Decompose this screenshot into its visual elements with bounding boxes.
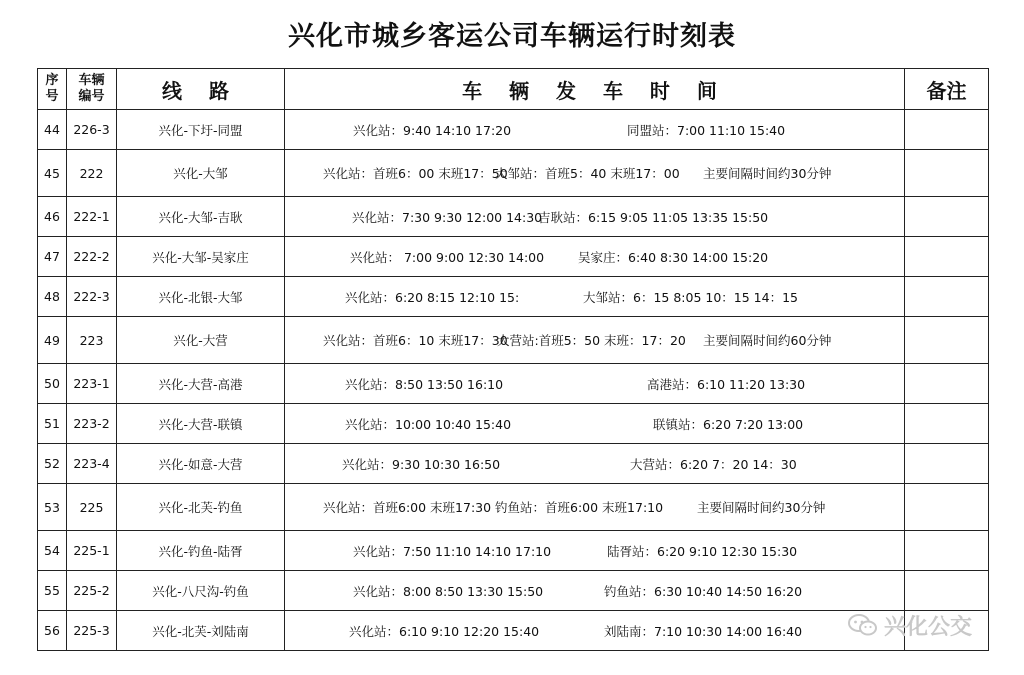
cell-bus-number: 225-2 — [67, 571, 117, 611]
cell-departure-times — [285, 484, 905, 531]
cell-note — [905, 364, 989, 404]
cell-note — [905, 404, 989, 444]
departure-times-origin: 兴化站：10:00 10:40 15:40 — [345, 416, 512, 432]
cell-route: 兴化-大邹-吉耿 — [117, 197, 285, 237]
cell-note — [905, 110, 989, 150]
departure-times-destination: 吉耿站：6:15 9:05 11:05 13:35 15:50 — [538, 209, 769, 225]
cell-route: 兴化-北银-大邹 — [117, 277, 285, 317]
departure-times-destination: 同盟站：7:00 11:10 15:40 — [627, 122, 786, 138]
departure-times-destination: 钓鱼站：首班6:00 末班17:10 — [495, 500, 664, 515]
table-row — [38, 364, 989, 404]
cell-seq: 46 — [38, 197, 67, 237]
cell-bus-number: 225-1 — [67, 531, 117, 571]
departure-times-origin: 兴化站： 7:00 9:00 12:30 14:00 — [350, 249, 545, 265]
cell-route: 兴化-八尺沟-钓鱼 — [117, 571, 285, 611]
table-row — [38, 237, 989, 277]
departure-times-destination: 联镇站：6:20 7:20 13:00 — [653, 416, 804, 432]
cell-route: 兴化-如意-大营 — [117, 444, 285, 484]
cell-seq: 56 — [38, 611, 67, 651]
cell-note — [905, 571, 989, 611]
cell-bus-number: 225 — [67, 484, 117, 531]
wechat-icon — [848, 613, 878, 637]
header-bus-number: 车辆 编号 — [67, 69, 117, 110]
header-seq: 序 号 — [38, 69, 67, 110]
cell-route: 兴化-下圩-同盟 — [117, 110, 285, 150]
cell-route: 兴化-大营-联镇 — [117, 404, 285, 444]
departure-times-destination: 大邹站：首班5：40 末班17：00 — [495, 166, 680, 181]
departure-times-origin: 兴化站：7:30 9:30 12:00 14:30 — [352, 209, 543, 225]
watermark — [848, 610, 972, 640]
cell-seq: 45 — [38, 150, 67, 197]
cell-departure-times — [285, 277, 905, 317]
departure-times-origin: 兴化站：8:50 13:50 16:10 — [345, 376, 504, 392]
table-row — [38, 531, 989, 571]
cell-note — [905, 237, 989, 277]
departure-times-destination: 吴家庄：6:40 8:30 14:00 15:20 — [578, 249, 769, 265]
cell-departure-times — [285, 317, 905, 364]
cell-seq: 53 — [38, 484, 67, 531]
table-row — [38, 611, 989, 651]
cell-departure-times — [285, 531, 905, 571]
cell-departure-times — [285, 404, 905, 444]
table-row — [38, 484, 989, 531]
cell-bus-number: 226-3 — [67, 110, 117, 150]
cell-seq: 52 — [38, 444, 67, 484]
table-row — [38, 197, 989, 237]
cell-departure-times — [285, 237, 905, 277]
departure-times-origin: 兴化站：首班6：10 末班17：30 — [323, 333, 508, 348]
departure-interval-note: 主要间隔时间约30分钟 — [697, 500, 826, 515]
cell-seq: 55 — [38, 571, 67, 611]
table-row — [38, 571, 989, 611]
header-route: 线 路 — [117, 69, 285, 110]
cell-note — [905, 484, 989, 531]
cell-route: 兴化-大邹 — [117, 150, 285, 197]
departure-times-destination: 高港站：6:10 11:20 13:30 — [647, 376, 806, 392]
cell-bus-number: 223-1 — [67, 364, 117, 404]
cell-note — [905, 317, 989, 364]
cell-seq: 49 — [38, 317, 67, 364]
departure-times-origin: 兴化站：首班6：00 末班17：50 — [323, 166, 508, 181]
departure-times-destination: 大营站：6:20 7：20 14：30 — [630, 456, 797, 472]
table-row — [38, 444, 989, 484]
departure-times-destination: 大营站:首班5：50 末班：17：20 — [497, 333, 686, 348]
header-note: 备注 — [905, 69, 989, 110]
cell-bus-number: 223-4 — [67, 444, 117, 484]
departure-times-destination: 刘陆南：7:10 10:30 14:00 16:40 — [604, 623, 803, 639]
cell-route: 兴化-大营 — [117, 317, 285, 364]
departure-times-origin: 兴化站：8:00 8:50 13:30 15:50 — [353, 583, 544, 599]
cell-seq: 47 — [38, 237, 67, 277]
cell-route: 兴化-大邹-吴家庄 — [117, 237, 285, 277]
cell-route: 兴化-北芙-刘陆南 — [117, 611, 285, 651]
cell-seq: 50 — [38, 364, 67, 404]
cell-departure-times — [285, 571, 905, 611]
cell-note — [905, 197, 989, 237]
cell-bus-number: 222-2 — [67, 237, 117, 277]
cell-seq: 44 — [38, 110, 67, 150]
cell-seq: 54 — [38, 531, 67, 571]
cell-route: 兴化-大营-高港 — [117, 364, 285, 404]
table-row — [38, 277, 989, 317]
cell-departure-times — [285, 110, 905, 150]
cell-seq: 51 — [38, 404, 67, 444]
table-header-row — [38, 69, 989, 110]
cell-note — [905, 277, 989, 317]
departure-times-destination: 大邹站：6：15 8:05 10：15 14：15 — [583, 289, 798, 305]
departure-interval-note: 主要间隔时间约60分钟 — [703, 333, 832, 348]
table-row — [38, 110, 989, 150]
cell-note — [905, 531, 989, 571]
cell-bus-number: 222-3 — [67, 277, 117, 317]
table-row — [38, 317, 989, 364]
table-row — [38, 404, 989, 444]
departure-times-destination: 钓鱼站：6:30 10:40 14:50 16:20 — [604, 583, 803, 599]
table-row — [38, 150, 989, 197]
departure-times-origin: 兴化站：6:10 9:10 12:20 15:40 — [349, 623, 540, 639]
departure-times-origin: 兴化站：7:50 11:10 14:10 17:10 — [353, 543, 552, 559]
timetable — [37, 68, 989, 651]
header-departure-times: 车 辆 发 车 时 间 — [285, 69, 905, 110]
cell-departure-times — [285, 150, 905, 197]
watermark-text: 兴化公交 — [884, 614, 973, 640]
cell-note — [905, 150, 989, 197]
cell-seq: 48 — [38, 277, 67, 317]
cell-route: 兴化-北芙-钓鱼 — [117, 484, 285, 531]
cell-bus-number: 222-1 — [67, 197, 117, 237]
cell-note — [905, 444, 989, 484]
cell-bus-number: 223 — [67, 317, 117, 364]
cell-bus-number: 225-3 — [67, 611, 117, 651]
page-title: 兴化市城乡客运公司车辆运行时刻表 — [288, 21, 736, 52]
cell-departure-times — [285, 444, 905, 484]
departure-times-destination: 陆胥站：6:20 9:10 12:30 15:30 — [607, 543, 798, 559]
departure-times-origin: 兴化站：首班6:00 末班17:30 — [323, 500, 492, 515]
departure-times-origin: 兴化站：9:30 10:30 16:50 — [342, 456, 501, 472]
cell-bus-number: 222 — [67, 150, 117, 197]
cell-route: 兴化-钓鱼-陆胥 — [117, 531, 285, 571]
cell-departure-times — [285, 611, 905, 651]
departure-times-origin: 兴化站：9:40 14:10 17:20 — [353, 122, 512, 138]
departure-times-origin: 兴化站：6:20 8:15 12:10 15: — [345, 289, 520, 305]
cell-departure-times — [285, 197, 905, 237]
cell-departure-times — [285, 364, 905, 404]
departure-interval-note: 主要间隔时间约30分钟 — [703, 166, 832, 181]
cell-bus-number: 223-2 — [67, 404, 117, 444]
